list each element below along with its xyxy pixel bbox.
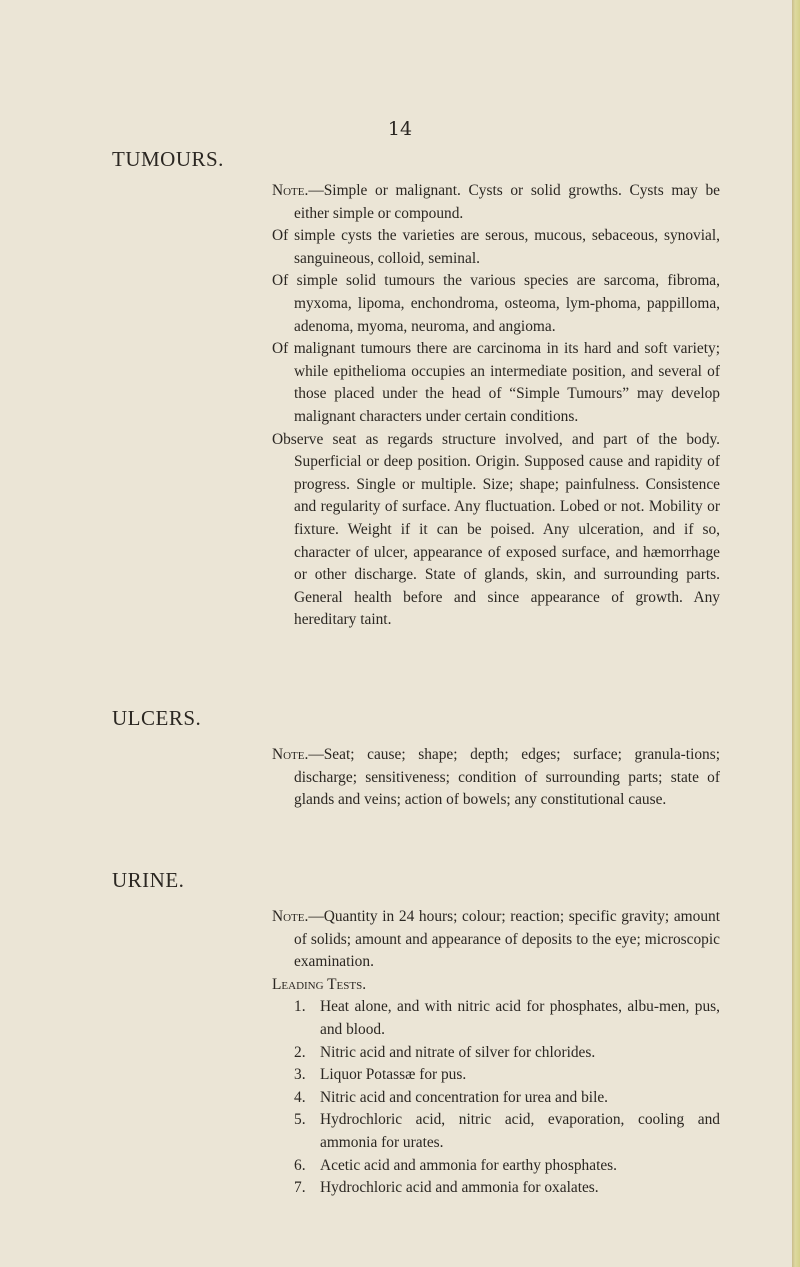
list-item-number: 2. — [294, 1043, 306, 1061]
urine-note — [272, 906, 720, 974]
list-item-text: Nitric acid and concentration for urea and bile. — [320, 1088, 609, 1106]
ulcers-note — [272, 744, 720, 812]
list-item-number: 3. — [294, 1066, 306, 1084]
leading-tests-list — [272, 996, 720, 1199]
list-item-text: Acetic acid and ammonia for earthy phosphates. — [320, 1156, 618, 1174]
list-item-number: 7. — [294, 1179, 306, 1197]
tumours-paragraph-observe: Observe seat as regards structure involved, and part of the body. Superficial or deep position. Origin. Supposed cause and rapidity of progress. Single or multiple. Size; shape; painfulness. Consistence and regularity of surface. Any fluctuation. Lobed or not. Mobility or fixture. Weight if it can be poised. Any ulceration, and if so, character of ulcer, appearance of exposed surface, and hæmorrhage or other discharge. State of glands, skin, and surrounding parts. General health before and since appearance of growth. Any hereditary taint. — [272, 430, 720, 629]
urine-section — [272, 906, 720, 1200]
tumours-paragraph-solid: Of simple solid tumours the various species are sarcoma, fibroma, myxoma, lipoma, enchondroma, osteoma, lym-phoma, pappilloma, adenoma, myoma, neuroma, and angioma. — [272, 272, 720, 335]
list-item — [272, 1042, 720, 1065]
note-label: Note. — [272, 182, 309, 199]
list-item — [272, 996, 720, 1041]
section-heading-ulcers: ULCERS. — [112, 706, 202, 730]
page-number: 14 — [387, 118, 413, 140]
tumours-section — [272, 180, 720, 632]
list-item — [272, 1087, 720, 1110]
list-item-text: Nitric acid and nitrate of silver for chlorides. — [320, 1043, 596, 1061]
list-item-text: Liquor Potassæ for pus. — [320, 1066, 467, 1084]
leading-tests-label: Leading Tests. — [272, 975, 367, 993]
note-text: —Seat; cause; shape; depth; edges; surface; granula-tions; discharge; sensitiveness; condition of surrounding parts; state of glands and veins; action of bowels; any constitutional cause. — [294, 746, 720, 809]
list-item-number: 4. — [294, 1088, 306, 1106]
note-label: Note. — [272, 908, 309, 925]
list-item-number: 1. — [294, 998, 306, 1016]
list-item — [272, 1155, 720, 1178]
list-item — [272, 1064, 720, 1087]
list-item-number: 6. — [294, 1156, 306, 1174]
list-item-number: 5. — [294, 1111, 306, 1129]
list-item-text: Heat alone, and with nitric acid for phosphates, albu-men, pus, and blood. — [320, 998, 720, 1038]
section-heading-tumours: TUMOURS. — [112, 147, 224, 171]
page-edge — [792, 0, 800, 1267]
list-item — [272, 1177, 720, 1200]
list-item-text: Hydrochloric acid, nitric acid, evaporation, cooling and ammonia for urates. — [320, 1111, 720, 1151]
list-item — [272, 1109, 720, 1154]
ulcers-section — [272, 744, 720, 812]
tumours-paragraph-cysts: Of simple cysts the varieties are serous, mucous, sebaceous, synovial, sanguineous, colloid, seminal. — [272, 227, 720, 267]
tumours-paragraph-malignant: Of malignant tumours there are carcinoma in its hard and soft variety; while epithelioma occupies an intermediate position, and several of those placed under the head of “Simple Tumours” may develop malignant characters under certain conditions. — [272, 340, 720, 425]
note-text: —Quantity in 24 hours; colour; reaction; specific gravity; amount of solids; amount and appearance of deposits to the eye; microscopic examination. — [294, 908, 720, 971]
note-label: Note. — [272, 746, 309, 763]
section-heading-urine: URINE. — [112, 868, 185, 892]
note-text: —Simple or malignant. Cysts or solid growths. Cysts may be either simple or compound. — [294, 182, 720, 222]
list-item-text: Hydrochloric acid and ammonia for oxalates. — [320, 1179, 599, 1197]
tumours-note — [272, 180, 720, 225]
